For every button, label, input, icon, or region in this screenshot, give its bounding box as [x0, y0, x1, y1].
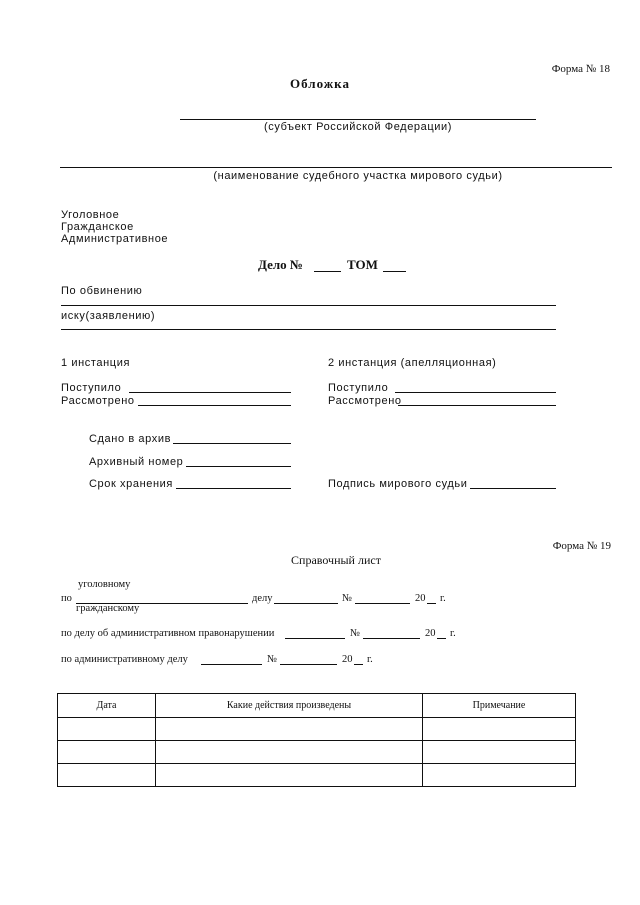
table-row: [58, 764, 576, 787]
table-row: [58, 718, 576, 741]
case-number-line[interactable]: [314, 271, 341, 272]
form-19-number: Форма № 19: [552, 540, 611, 552]
number-line-3[interactable]: [280, 664, 337, 665]
admin-offense-label: по делу об административном правонарушении: [61, 628, 275, 639]
case-word-label: делу: [252, 593, 273, 604]
subject-caption: (субъект Российской Федерации): [263, 121, 453, 133]
volume-line[interactable]: [383, 271, 406, 272]
table-header-row: [58, 694, 576, 718]
charge-line[interactable]: [61, 305, 556, 306]
first-reviewed-line[interactable]: [138, 405, 291, 406]
second-received-line[interactable]: [395, 392, 556, 393]
number-sign-2: №: [350, 628, 361, 639]
volume-label: ТОМ: [347, 257, 378, 272]
year-line-3[interactable]: [354, 664, 363, 665]
year-suffix-2: г.: [450, 628, 456, 639]
case-number-label: Дело №: [258, 257, 303, 272]
cell-note[interactable]: [423, 718, 576, 741]
header-date: Дата: [58, 694, 156, 718]
first-reviewed-label: Рассмотрено: [61, 395, 135, 407]
number-line-1[interactable]: [355, 603, 410, 604]
storage-period-line[interactable]: [176, 488, 291, 489]
judge-signature-line[interactable]: [470, 488, 556, 489]
cell-actions[interactable]: [156, 741, 423, 764]
year-suffix-1: г.: [440, 593, 446, 604]
judge-signature-label: Подпись мирового судьи: [328, 478, 468, 490]
case-type-criminal: Уголовное: [61, 209, 120, 221]
year-line-2[interactable]: [437, 638, 446, 639]
year-prefix-1: 20: [415, 593, 426, 604]
archive-number-line[interactable]: [186, 466, 291, 467]
first-received-line[interactable]: [129, 392, 291, 393]
case-type-civil: Гражданское: [61, 221, 134, 233]
district-line[interactable]: [60, 167, 612, 168]
storage-period-label: Срок хранения: [89, 478, 173, 490]
number-line-2[interactable]: [363, 638, 420, 639]
subject-line[interactable]: [180, 119, 536, 120]
header-note: Примечание: [423, 694, 576, 718]
claim-label: иску(заявлению): [61, 310, 156, 322]
second-reviewed-line[interactable]: [398, 405, 556, 406]
cell-actions[interactable]: [156, 718, 423, 741]
admin-offense-case-line[interactable]: [285, 638, 345, 639]
table-row: [58, 741, 576, 764]
cell-date[interactable]: [58, 741, 156, 764]
archived-label: Сдано в архив: [89, 433, 172, 445]
year-prefix-2: 20: [425, 628, 436, 639]
first-received-label: Поступило: [61, 382, 122, 394]
criminal-label: уголовному: [78, 579, 131, 590]
case-line[interactable]: [274, 603, 338, 604]
year-prefix-3: 20: [342, 654, 353, 665]
archived-line[interactable]: [173, 443, 291, 444]
second-instance-label: 2 инстанция (апелляционная): [328, 357, 497, 369]
cell-date[interactable]: [58, 764, 156, 787]
number-sign-3: №: [267, 654, 278, 665]
civil-label: гражданскому: [76, 603, 140, 614]
archive-number-label: Архивный номер: [89, 456, 184, 468]
second-received-label: Поступило: [328, 382, 389, 394]
cell-date[interactable]: [58, 718, 156, 741]
charge-label: По обвинению: [61, 285, 143, 297]
by-label: по: [61, 593, 72, 604]
district-caption: (наименование судебного участка мирового судьи): [213, 170, 503, 182]
form-18-number: Форма № 18: [551, 63, 610, 75]
year-line-1[interactable]: [427, 603, 436, 604]
admin-case-line[interactable]: [201, 664, 262, 665]
year-suffix-3: г.: [367, 654, 373, 665]
case-type-administrative: Административное: [61, 233, 169, 245]
first-instance-label: 1 инстанция: [61, 357, 131, 369]
cell-note[interactable]: [423, 764, 576, 787]
cell-actions[interactable]: [156, 764, 423, 787]
header-actions: Какие действия произведены: [156, 694, 423, 718]
admin-case-label: по административному делу: [61, 654, 188, 665]
number-sign-1: №: [342, 593, 353, 604]
claim-line[interactable]: [61, 329, 556, 330]
second-reviewed-label: Рассмотрено: [328, 395, 402, 407]
cover-title: Обложка: [290, 76, 350, 91]
reference-table: [57, 693, 576, 787]
reference-sheet-title: Справочный лист: [291, 553, 381, 567]
cell-note[interactable]: [423, 741, 576, 764]
